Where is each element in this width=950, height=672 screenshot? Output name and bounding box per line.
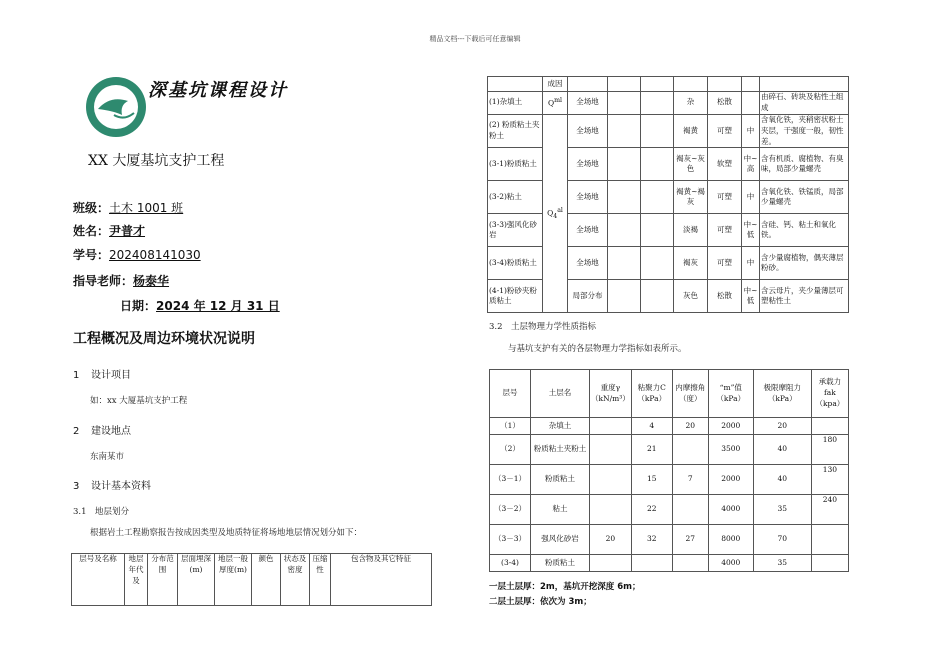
- th-desc: 包含物及其它特征: [331, 554, 432, 606]
- cause-cell: 成因: [543, 77, 568, 92]
- age-q4al: $Q_4^{al}$: [543, 114, 568, 313]
- table-header-row: [490, 370, 849, 418]
- table-row: (3-4) 粉质粘土 4000 35: [490, 555, 849, 572]
- university-logo: [84, 75, 148, 139]
- class-label: 班级：: [73, 201, 110, 215]
- sub31-heading: 3.1 地层划分: [73, 507, 130, 517]
- th-range: 分布范围: [148, 554, 178, 606]
- stratum-row: (3-3)强风化砂岩 全场地 淡褐 可塑 中~低 含硅、钙、粘土和氧化铁。: [488, 214, 849, 247]
- th-fak: 承载力 fak（kpa）: [811, 370, 848, 418]
- stratum-row: (4-1)粉砂夹粉质粘土 局部分布 灰色 松散 中~低 含云母片，夹少量薄层可塑粘性土: [488, 280, 849, 313]
- th-compress: 压缩性: [310, 554, 331, 606]
- date-label: 日期：: [120, 299, 157, 313]
- th-id: 层号: [490, 370, 531, 418]
- th-c: 粘聚力C（kPa）: [631, 370, 672, 418]
- name-value: 尹普才: [109, 224, 146, 238]
- stratum-table-header: [71, 553, 432, 606]
- th-state: 状态及密度: [281, 554, 310, 606]
- class-value: 土木 1001 班: [109, 201, 184, 215]
- th-depth: 层面埋深(m): [178, 554, 215, 606]
- item-2-heading: 2 建设地点: [73, 426, 131, 437]
- teacher-value: 杨泰华: [133, 274, 170, 288]
- table-row: （3－2） 粘土 22 4000 35 240: [490, 495, 849, 525]
- stratum-row: (3-2)粘土 全场地 褐黄~褐灰 可塑 中 含氧化铁、铁锰质，局部少量螺壳: [488, 181, 849, 214]
- teacher-label: 指导老师：: [73, 274, 134, 288]
- item-3-heading: 3 设计基本资料: [73, 481, 151, 492]
- table-row: （3－3） 强风化砂岩 20 32 27 8000 70: [490, 525, 849, 555]
- doc-title: 深基坑课程设计: [148, 80, 288, 101]
- table-row: （1） 杂填土 4 20 2000 20: [490, 418, 849, 435]
- th-m: “m”值（kPa）: [708, 370, 753, 418]
- class-line: [73, 199, 183, 216]
- sub31-text: 根据岩土工程勘察报告按成因类型及地质特征将场地地层情况划分如下：: [90, 528, 363, 538]
- name-label: 姓名：: [73, 224, 110, 238]
- stratum-row: (2) 粉质粘土夹粉土 $Q_4^{al}$ 全场地 褐黄 可塑 中 含氧化铁，夹稍密状粉土夹层，干强度一般，韧性差。: [488, 114, 849, 148]
- sub32-text: 与基坑支护有关的各层物理力学指标如表所示。: [508, 344, 687, 354]
- header-note: 精品文档---下载后可任意编辑: [429, 35, 521, 43]
- th-color: 颜色: [252, 554, 281, 606]
- stratum-table: [487, 76, 849, 313]
- id-value: 202408141030: [109, 248, 201, 262]
- table-row: （2） 粉质粘土夹粉土 21 3500 40 180: [490, 435, 849, 465]
- bottom-line-2: 二层土层厚：依次为 3m；: [489, 597, 592, 607]
- sub32-heading: 3.2 土层物理力学性质指标: [489, 322, 597, 332]
- bottom-line-1: 一层土层厚：2m，基坑开挖深度 6m；: [489, 582, 641, 592]
- item-1-text: 如：xx 大厦基坑支护工程: [90, 396, 188, 406]
- th-layer: 层号及名称: [72, 554, 125, 606]
- th-name: 土层名: [531, 370, 590, 418]
- section-title: 工程概况及周边环境状况说明: [73, 331, 255, 347]
- th-phi: 内摩擦角（度）: [672, 370, 708, 418]
- project-name: XX 大厦基坑支护工程: [88, 153, 225, 169]
- date-line: [120, 297, 280, 314]
- th-gamma: 重度γ（kN/m³）: [590, 370, 632, 418]
- teacher-line: [73, 272, 169, 289]
- th-thickness: 地层一般厚度(m): [215, 554, 252, 606]
- age-qml: $Q^{ml}$: [543, 92, 568, 115]
- name-line: [73, 222, 145, 239]
- table-row: （3－1） 粉质粘土 15 7 2000 40 130: [490, 465, 849, 495]
- item-2-text: 东南某市: [90, 452, 125, 462]
- date-value: 2024 年 12 月 31 日: [156, 299, 280, 313]
- item-1-heading: 1 设计项目: [73, 370, 131, 381]
- stratum-row: (3-4)粉质粘土 全场地 褐灰 可塑 中 含少量腐植物，偶夹薄层粉砂。: [488, 247, 849, 280]
- th-tau: 极限摩阻力（kPa）: [753, 370, 811, 418]
- id-label: 学号：: [73, 248, 110, 262]
- id-line: [73, 246, 201, 263]
- stratum-row: (1)杂填土 $Q^{ml}$ 全场地 杂 松散 由碎石、砖块及粘性土组成: [488, 92, 849, 115]
- stratum-row: (3-1)粉质粘土 全场地 褐灰~灰色 软塑 中~高 含有机质、腐植物、有臭味，局部少量螺壳: [488, 148, 849, 181]
- soil-property-table: [489, 369, 849, 572]
- th-age: 地层年代及: [125, 554, 148, 606]
